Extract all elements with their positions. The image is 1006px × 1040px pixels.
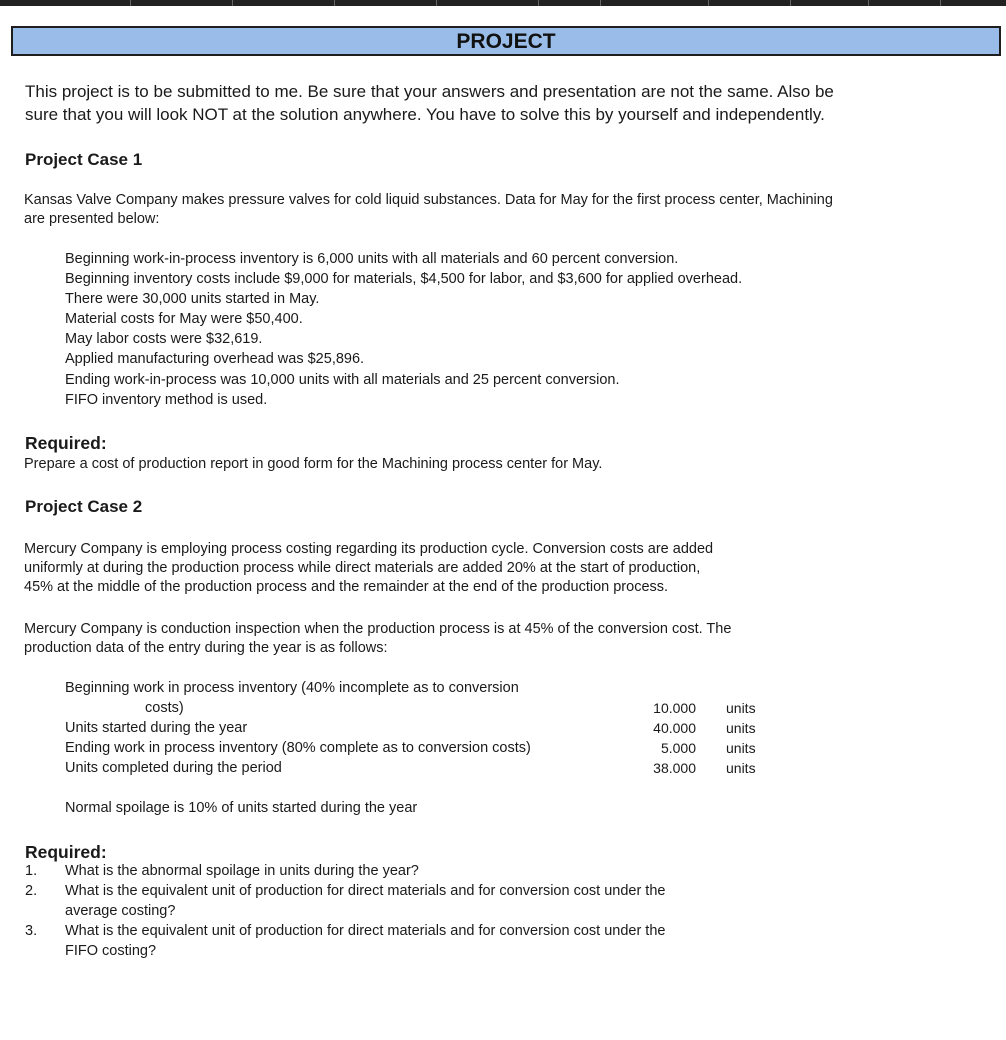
spoilage-note: Normal spoilage is 10% of units started during the year (65, 800, 418, 816)
case1-required-text: Prepare a cost of production report in good form for the Machining process center for May. (24, 456, 603, 472)
table-row4-value: 38.000 (653, 760, 696, 776)
question-text-continued: average costing? (65, 903, 176, 919)
question-text: What is the equivalent unit of production for direct materials and for conversion cost under the (65, 883, 666, 899)
table-row2-unit: units (726, 720, 756, 736)
case2-required-label: Required: (25, 842, 107, 862)
question-number: 2. (25, 883, 38, 899)
case1-fact: Material costs for May were $50,400. (65, 311, 303, 327)
column-ticks (0, 0, 1006, 6)
case1-description-line-2: are presented below: (24, 211, 160, 227)
table-row4-unit: units (726, 760, 756, 776)
table-row2-value: 40.000 (653, 720, 696, 736)
case1-fact: Ending work-in-process was 10,000 units with all materials and 25 percent conversion. (65, 372, 620, 388)
case1-heading: Project Case 1 (25, 150, 143, 169)
case2-inspection-line-2: production data of the entry during the year is as follows: (24, 640, 388, 656)
table-row1-unit: units (726, 700, 756, 716)
table-row2-label: Units started during the year (65, 720, 248, 736)
table-row1-label-line2: costs) (145, 700, 184, 716)
intro-line-1: This project is to be submitted to me. Be sure that your answers and presentation are not the same. Also be (25, 82, 834, 101)
case2-description-line-1: Mercury Company is employing process costing regarding its production cycle. Conversion costs are added (24, 541, 714, 557)
case1-fact: Applied manufacturing overhead was $25,896. (65, 351, 365, 367)
table-row3-label: Ending work in process inventory (80% complete as to conversion costs) (65, 740, 531, 756)
question-text-continued: FIFO costing? (65, 943, 157, 959)
case1-fact: Beginning inventory costs include $9,000 for materials, $4,500 for labor, and $3,600 for applied overhead. (65, 271, 743, 287)
table-row3-value: 5.000 (660, 740, 696, 756)
page-title: PROJECT (11, 26, 1001, 56)
case1-fact: Beginning work-in-process inventory is 6,000 units with all materials and 60 percent conversion. (65, 251, 679, 267)
table-row4-label: Units completed during the period (65, 760, 282, 776)
case1-fact: May labor costs were $32,619. (65, 331, 263, 347)
case1-description-line-1: Kansas Valve Company makes pressure valves for cold liquid substances. Data for May for the first process center, Machining (24, 192, 833, 208)
table-row1-value: 10.000 (653, 700, 696, 716)
table-row1-label-line1: Beginning work in process inventory (40% incomplete as to conversion (65, 680, 519, 696)
question-number: 1. (25, 863, 38, 879)
case1-fact: FIFO inventory method is used. (65, 392, 268, 408)
case1-fact: There were 30,000 units started in May. (65, 291, 320, 307)
intro-line-2: sure that you will look NOT at the solution anywhere. You have to solve this by yourself and independently. (25, 105, 825, 124)
question-text: What is the abnormal spoilage in units during the year? (65, 863, 419, 879)
question-number: 3. (25, 923, 38, 939)
table-row3-unit: units (726, 740, 756, 756)
case2-description-line-2: uniformly at during the production process while direct materials are added 20% at the start of production, (24, 560, 701, 576)
case2-description-line-3: 45% at the middle of the production process and the remainder at the end of the production process. (24, 579, 669, 595)
case2-inspection-line-1: Mercury Company is conduction inspection when the production process is at 45% of the conversion cost. The (24, 621, 732, 637)
case2-heading: Project Case 2 (25, 497, 143, 516)
question-text: What is the equivalent unit of production for direct materials and for conversion cost under the (65, 923, 666, 939)
case1-required-label: Required: (25, 433, 107, 453)
